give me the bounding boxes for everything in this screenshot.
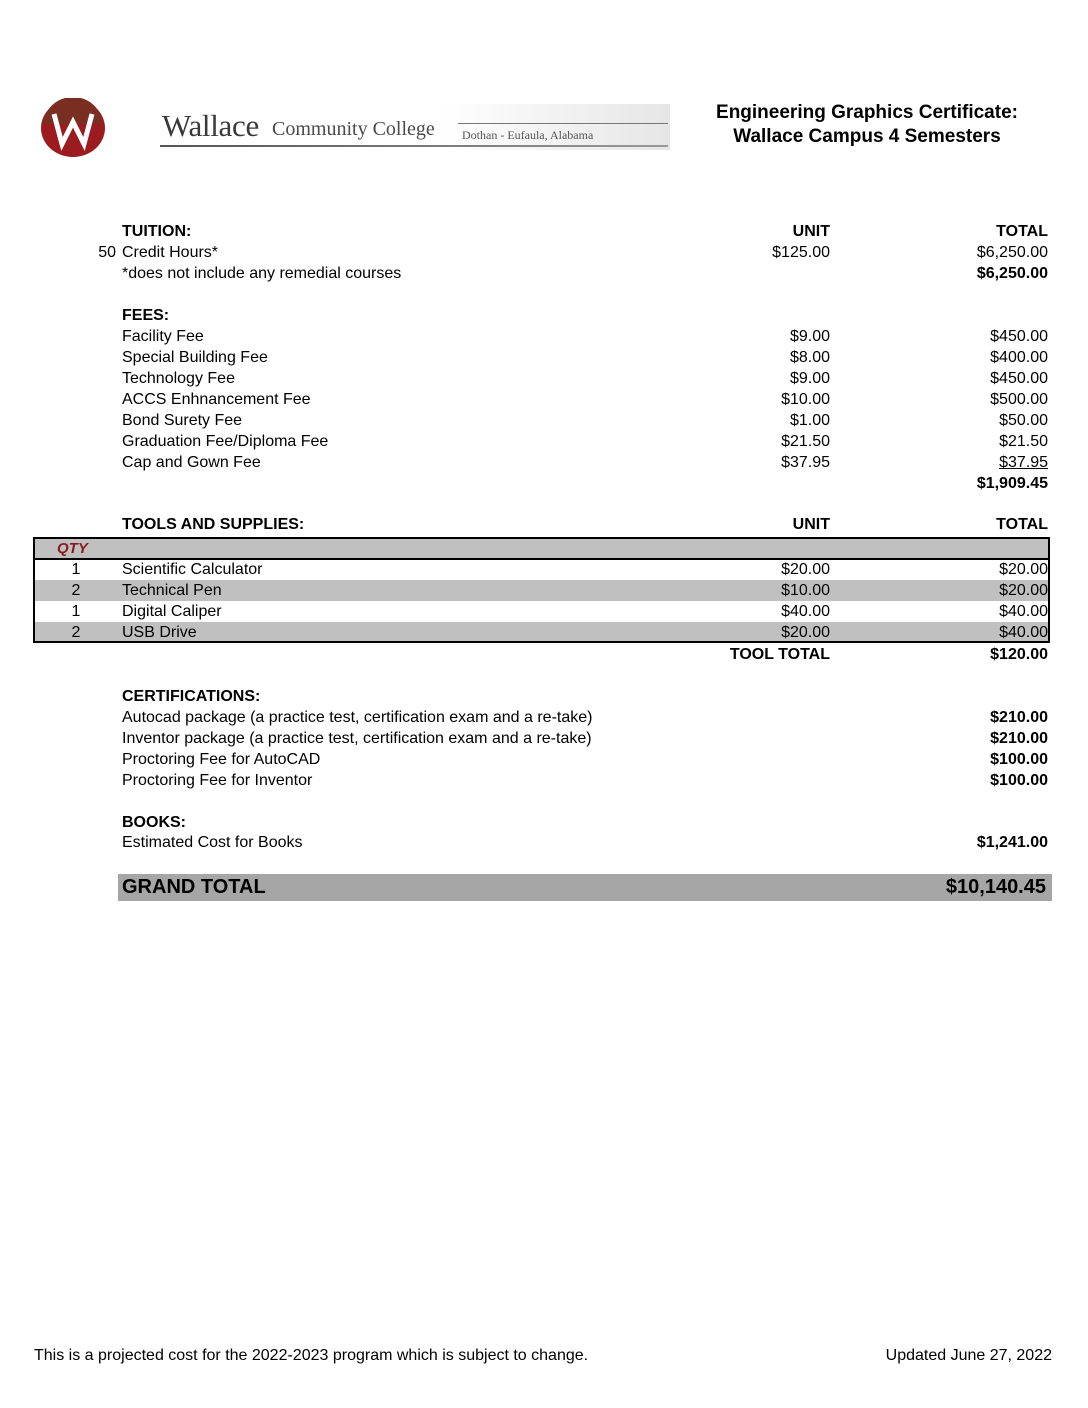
certification-total: $210.00	[990, 730, 1048, 747]
college-wordmark	[158, 104, 670, 150]
tuition-subtotal: $6,250.00	[976, 265, 1048, 282]
grand-total-label: GRAND TOTAL	[122, 876, 266, 898]
tuition-heading: TUITION:	[122, 223, 192, 240]
tuition-unit: $125.00	[772, 244, 830, 261]
document-title	[690, 101, 1044, 149]
footer-updated: Updated June 27, 2022	[885, 1347, 1052, 1364]
fee-row	[0, 347, 1088, 368]
title-line-1: Engineering Graphics Certificate:	[716, 102, 1018, 123]
books-heading: BOOKS:	[122, 814, 186, 831]
fee-total: $500.00	[990, 391, 1048, 408]
tool-label: Digital Caliper	[122, 603, 222, 620]
tool-total: $40.00	[999, 624, 1048, 641]
tool-unit: $40.00	[781, 603, 830, 620]
fee-unit: $1.00	[789, 412, 830, 429]
fee-total: $21.50	[999, 433, 1048, 450]
tool-qty: 1	[71, 603, 81, 620]
certification-row	[0, 707, 1088, 728]
certifications-heading: CERTIFICATIONS:	[122, 688, 261, 705]
fee-unit: $9.00	[789, 370, 830, 387]
fee-label: Technology Fee	[122, 370, 235, 387]
fee-total: $400.00	[990, 349, 1048, 366]
tool-unit: $10.00	[781, 582, 830, 599]
wordmark-location: Dothan - Eufaula, Alabama	[462, 128, 594, 142]
fee-label: Bond Surety Fee	[122, 412, 243, 429]
fee-label: Graduation Fee/Diploma Fee	[122, 433, 329, 450]
tools-total-label: TOOL TOTAL	[729, 646, 830, 663]
certification-label: Proctoring Fee for AutoCAD	[122, 751, 321, 768]
tool-unit: $20.00	[781, 561, 830, 578]
unit-header: UNIT	[792, 516, 830, 533]
fee-total: $450.00	[990, 370, 1048, 387]
certification-row	[0, 728, 1088, 749]
fee-unit: $9.00	[789, 328, 830, 345]
tuition-heading-row	[0, 221, 1088, 242]
fee-row	[0, 389, 1088, 410]
tool-label: Scientific Calculator	[122, 561, 263, 578]
grand-total-value: $10,140.45	[945, 876, 1046, 898]
certification-label: Proctoring Fee for Inventor	[122, 772, 313, 789]
college-logo-icon	[40, 98, 106, 158]
tool-total: $20.00	[999, 561, 1048, 578]
tool-qty: 2	[71, 624, 81, 641]
books-label: Estimated Cost for Books	[122, 834, 303, 851]
fee-total: $37.95	[999, 454, 1048, 471]
tuition-row	[0, 242, 1088, 263]
fee-unit: $8.00	[789, 349, 830, 366]
total-header: TOTAL	[996, 516, 1048, 533]
books-total: $1,241.00	[976, 834, 1048, 851]
fee-unit: $10.00	[781, 391, 830, 408]
tools-heading-row	[0, 514, 1088, 535]
wordmark-wallace: Wallace	[162, 108, 259, 143]
wordmark-rule	[458, 123, 668, 124]
certification-total: $210.00	[990, 709, 1048, 726]
books-heading-row	[0, 812, 1088, 833]
title-line-2: Wallace Campus 4 Semesters	[733, 126, 1001, 147]
fee-total: $450.00	[990, 328, 1048, 345]
tool-unit: $20.00	[781, 624, 830, 641]
tool-total: $40.00	[999, 603, 1048, 620]
tuition-total: $6,250.00	[976, 244, 1048, 261]
fees-heading: FEES:	[122, 307, 170, 324]
fee-row	[0, 326, 1088, 347]
fee-row	[0, 410, 1088, 431]
tools-heading: TOOLS AND SUPPLIES:	[122, 516, 305, 533]
certifications-heading-row	[0, 686, 1088, 707]
tools-total: $120.00	[990, 646, 1048, 663]
fee-unit: $21.50	[781, 433, 830, 450]
certification-row	[0, 749, 1088, 770]
fee-label: Facility Fee	[122, 328, 204, 345]
certification-label: Inventor package (a practice test, certification exam and a re-take)	[122, 730, 592, 747]
certification-total: $100.00	[990, 751, 1048, 768]
fees-subtotal: $1,909.45	[976, 475, 1048, 492]
tuition-qty: 50	[98, 244, 116, 261]
wordmark-community-college: Community College	[272, 118, 435, 140]
tuition-note: *does not include any remedial courses	[122, 265, 402, 282]
fee-total: $50.00	[999, 412, 1048, 429]
certification-total: $100.00	[990, 772, 1048, 789]
wordmark-underline	[160, 145, 668, 147]
fee-label: Special Building Fee	[122, 349, 268, 366]
fee-label: ACCS Enhnancement Fee	[122, 391, 311, 408]
total-header: TOTAL	[996, 223, 1048, 240]
tool-qty: 2	[71, 582, 81, 599]
fees-heading-row	[0, 305, 1088, 326]
fee-unit: $37.95	[781, 454, 830, 471]
tool-qty: 1	[71, 561, 81, 578]
books-row	[0, 832, 1088, 853]
fee-label: Cap and Gown Fee	[122, 454, 261, 471]
fee-row	[0, 431, 1088, 452]
tools-table-border	[33, 537, 1050, 643]
tool-total: $20.00	[999, 582, 1048, 599]
unit-header: UNIT	[792, 223, 830, 240]
tools-total-row	[0, 644, 1088, 665]
fee-row	[0, 368, 1088, 389]
tuition-label: Credit Hours*	[122, 244, 219, 261]
certification-row	[0, 770, 1088, 791]
footer-note: This is a projected cost for the 2022-2023 program which is subject to change.	[34, 1347, 589, 1364]
grand-total-bar	[118, 874, 1052, 901]
certification-label: Autocad package (a practice test, certification exam and a re-take)	[122, 709, 593, 726]
tool-label: USB Drive	[122, 624, 197, 641]
tuition-note-row	[0, 263, 1088, 284]
qty-header: QTY	[57, 540, 88, 557]
tool-label: Technical Pen	[122, 582, 222, 599]
fees-subtotal-row	[0, 473, 1088, 494]
fee-row	[0, 452, 1088, 473]
